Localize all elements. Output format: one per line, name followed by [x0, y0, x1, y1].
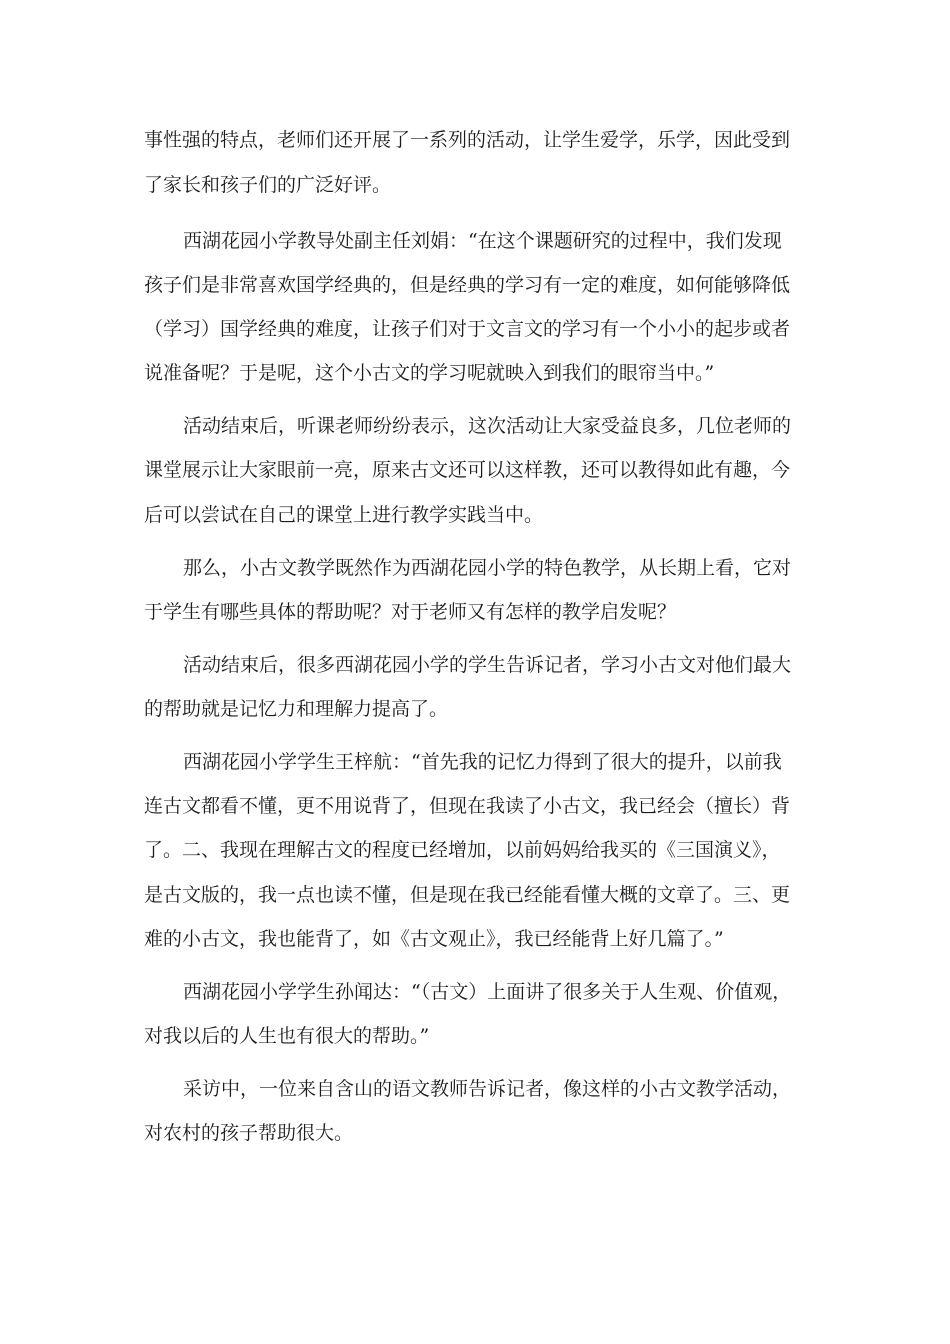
paragraph-line: 活动结束后，听课老师纷纷表示，这次活动让大家受益良多，几位老师的 [183, 415, 792, 437]
paragraph-line: （学习）国学经典的难度，让孩子们对于文言文的学习有一个小小的起步或者 [144, 318, 791, 340]
paragraph-line: 事性强的特点，老师们还开展了一系列的活动，让学生爱学，乐学，因此受到 [144, 129, 791, 151]
paragraph-line: 对农村的孩子帮助很大。 [144, 1122, 354, 1144]
paragraph-line: 对我以后的人生也有很大的帮助。” [144, 1025, 430, 1047]
paragraph-line: 的帮助就是记忆力和理解力提高了。 [144, 698, 449, 720]
paragraph-line: 课堂展示让大家眼前一亮，原来古文还可以这样教，还可以教得如此有趣，今 [144, 459, 791, 481]
paragraph-line: 连古文都看不懂，更不用说背了，但现在我读了小古文，我已经会（擅长）背 [144, 795, 791, 817]
paragraph-line: 于学生有哪些具体的帮助呢？对于老师又有怎样的教学启发呢？ [144, 601, 677, 623]
paragraph-line: 说准备呢？于是呢，这个小古文的学习呢就映入到我们的眼帘当中。” [144, 362, 715, 384]
paragraph-line: 难的小古文，我也能背了，如《古文观止》，我已经能背上好几篇了。” [144, 928, 724, 950]
paragraph-line: 西湖花园小学学生孙闻达：“（古文）上面讲了很多关于人生观、价值观， [183, 981, 792, 1003]
paragraph-line: 是古文版的，我一点也读不懂，但是现在我已经能看懂大概的文章了。三、更 [144, 884, 791, 906]
paragraph-line: 了。二、我现在理解古文的程度已经增加，以前妈妈给我买的《三国演义》， [144, 839, 781, 861]
paragraph-line: 后可以尝试在自己的课堂上进行教学实践当中。 [144, 504, 544, 526]
paragraph-line: 采访中，一位来自含山的语文教师告诉记者，像这样的小古文教学活动， [183, 1078, 792, 1100]
paragraph-line: 活动结束后，很多西湖花园小学的学生告诉记者，学习小古文对他们最大 [183, 654, 792, 676]
paragraph-line: 西湖花园小学学生王梓航：“首先我的记忆力得到了很大的提升，以前我 [183, 751, 782, 773]
paragraph-line: 那么，小古文教学既然作为西湖花园小学的特色教学，从长期上看，它对 [183, 557, 792, 579]
paragraph-line: 西湖花园小学教导处副主任刘娟：“在这个课题研究的过程中，我们发现 [183, 230, 782, 252]
paragraph-line: 了家长和孩子们的广泛好评。 [144, 174, 392, 196]
paragraph-line: 孩子们是非常喜欢国学经典的，但是经典的学习有一定的难度，如何能够降低 [144, 274, 791, 296]
